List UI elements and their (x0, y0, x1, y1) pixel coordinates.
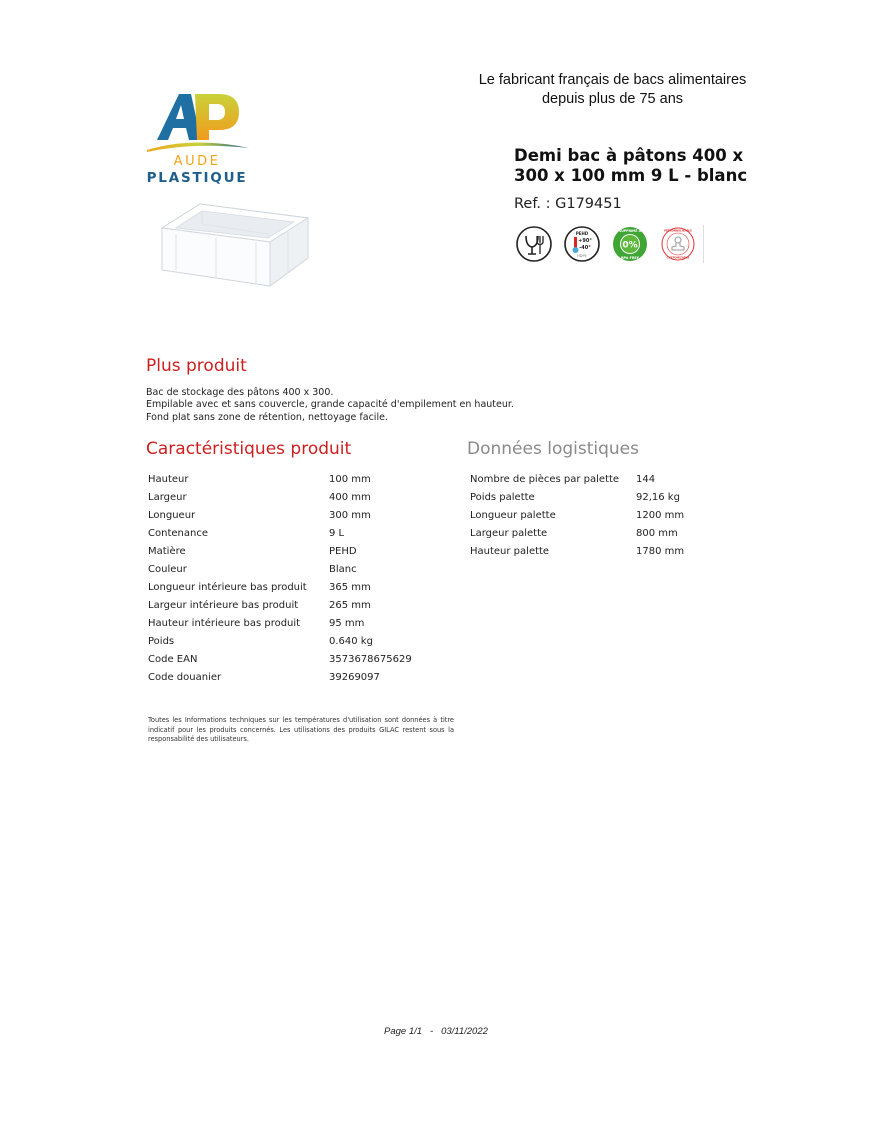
product-image (158, 198, 314, 290)
page-number: Page 1/1 (384, 1026, 423, 1037)
spec-label: Hauteur intérieure bas produit (148, 617, 301, 629)
spec-value: 400 mm (329, 491, 371, 503)
spec-value: PEHD (329, 545, 357, 557)
tagline-line-2: depuis plus de 75 ans (541, 91, 684, 107)
table-row (470, 524, 684, 542)
spec-value: 92,16 kg (636, 491, 680, 503)
personalisable-icon (659, 225, 697, 263)
table-row (470, 488, 684, 506)
description-line: Fond plat sans zone de rétention, nettoyage facile. (146, 411, 388, 423)
ap-monogram-icon (143, 88, 251, 154)
svg-text:0%: 0% (622, 240, 638, 251)
spec-label: Longueur intérieure bas produit (148, 581, 307, 593)
temperature-icon (563, 225, 601, 263)
spec-value: 100 mm (329, 473, 371, 485)
table-row (148, 560, 412, 578)
spec-label: Couleur (148, 563, 187, 575)
svg-text:PERSONNALISABLE: PERSONNALISABLE (664, 229, 692, 233)
food-contact-icon (515, 225, 553, 263)
table-row (148, 524, 412, 542)
table-row (470, 506, 684, 524)
section-title-logistique: Données logistiques (467, 439, 639, 459)
spec-value: 365 mm (329, 581, 371, 593)
spec-value: 800 mm (636, 527, 678, 539)
spec-label: Code douanier (148, 671, 222, 683)
logistique-table (470, 470, 684, 560)
logo-text-plastique: PLASTIQUE (146, 170, 248, 186)
product-title (514, 146, 774, 186)
table-row (148, 542, 412, 560)
spec-label: Largeur (148, 491, 187, 503)
footer-separator: - (429, 1026, 434, 1037)
spec-label: Longueur palette (470, 509, 556, 521)
spec-value: 0.640 kg (329, 635, 373, 647)
table-row (148, 488, 412, 506)
svg-text:SUPPRIMÉ À: SUPPRIMÉ À (618, 229, 642, 233)
spec-value: Blanc (329, 563, 357, 575)
spec-label: Contenance (148, 527, 208, 539)
table-row (148, 614, 412, 632)
spec-label: Code EAN (148, 653, 198, 665)
print-date: 03/11/2022 (441, 1026, 488, 1037)
spec-value: 1780 mm (636, 545, 685, 557)
spec-value: 265 mm (329, 599, 371, 611)
spec-value: 95 mm (329, 617, 365, 629)
company-tagline (470, 71, 755, 109)
spec-value: 39269097 (329, 671, 380, 683)
spec-label: Hauteur (148, 473, 189, 485)
table-row (470, 470, 684, 488)
spec-label: Poids palette (470, 491, 535, 503)
description-line: Empilable avec et sans couvercle, grande capacité d'empilement en hauteur. (146, 399, 514, 411)
product-title-line-1: Demi bac à pâtons 400 x (514, 146, 744, 165)
table-row (148, 650, 412, 668)
plus-produit-description (146, 387, 514, 424)
section-title-plus-produit: Plus produit (146, 356, 247, 376)
table-row (148, 632, 412, 650)
svg-text:-40°: -40° (579, 245, 591, 251)
table-row (148, 506, 412, 524)
caracteristiques-table (148, 470, 412, 686)
bpa-free-icon (611, 225, 649, 263)
table-row (470, 542, 684, 560)
spec-value: 300 mm (329, 509, 371, 521)
spec-label: Nombre de pièces par palette (470, 473, 620, 485)
spec-label: Largeur palette (470, 527, 548, 539)
product-reference: Ref. : G179451 (514, 196, 622, 212)
spec-label: Largeur intérieure bas produit (148, 599, 299, 611)
svg-text:HDPE: HDPE (577, 254, 587, 258)
product-badges (515, 225, 704, 263)
spec-label: Poids (148, 635, 175, 647)
description-line: Bac de stockage des pâtons 400 x 300. (146, 387, 334, 398)
spec-label: Hauteur palette (470, 545, 550, 557)
table-row (148, 668, 412, 686)
svg-text:PEHD: PEHD (575, 231, 589, 236)
table-row (148, 470, 412, 488)
spec-label: Matière (148, 545, 186, 557)
spec-label: Longueur (148, 509, 196, 521)
table-row (148, 578, 412, 596)
spec-value: 144 (636, 473, 656, 485)
spec-value: 3573678675629 (329, 653, 412, 665)
tagline-line-1: Le fabricant français de bacs alimentaires (478, 72, 747, 88)
page-footer (384, 1026, 488, 1037)
section-title-caracteristiques: Caractéristiques produit (146, 439, 352, 459)
svg-text:+90°: +90° (578, 238, 592, 244)
logo-text-aude: AUDE (173, 154, 221, 169)
table-row (148, 596, 412, 614)
product-title-line-2: 300 x 100 mm 9 L - blanc (514, 166, 748, 185)
disclaimer-text: Toutes les Informations techniques sur les températures d'utilisation sont données à titre indicatif pour les produits concernés. Les utilisations des produits GILAC restent sous la responsabilité des utilisateurs. (148, 716, 454, 744)
spec-value: 1200 mm (636, 509, 685, 521)
svg-text:CUSTOMIZABLE: CUSTOMIZABLE (666, 256, 690, 260)
aude-plastique-logo (143, 88, 258, 188)
svg-text:BPA FREE: BPA FREE (620, 256, 640, 260)
spec-value: 9 L (329, 527, 345, 539)
